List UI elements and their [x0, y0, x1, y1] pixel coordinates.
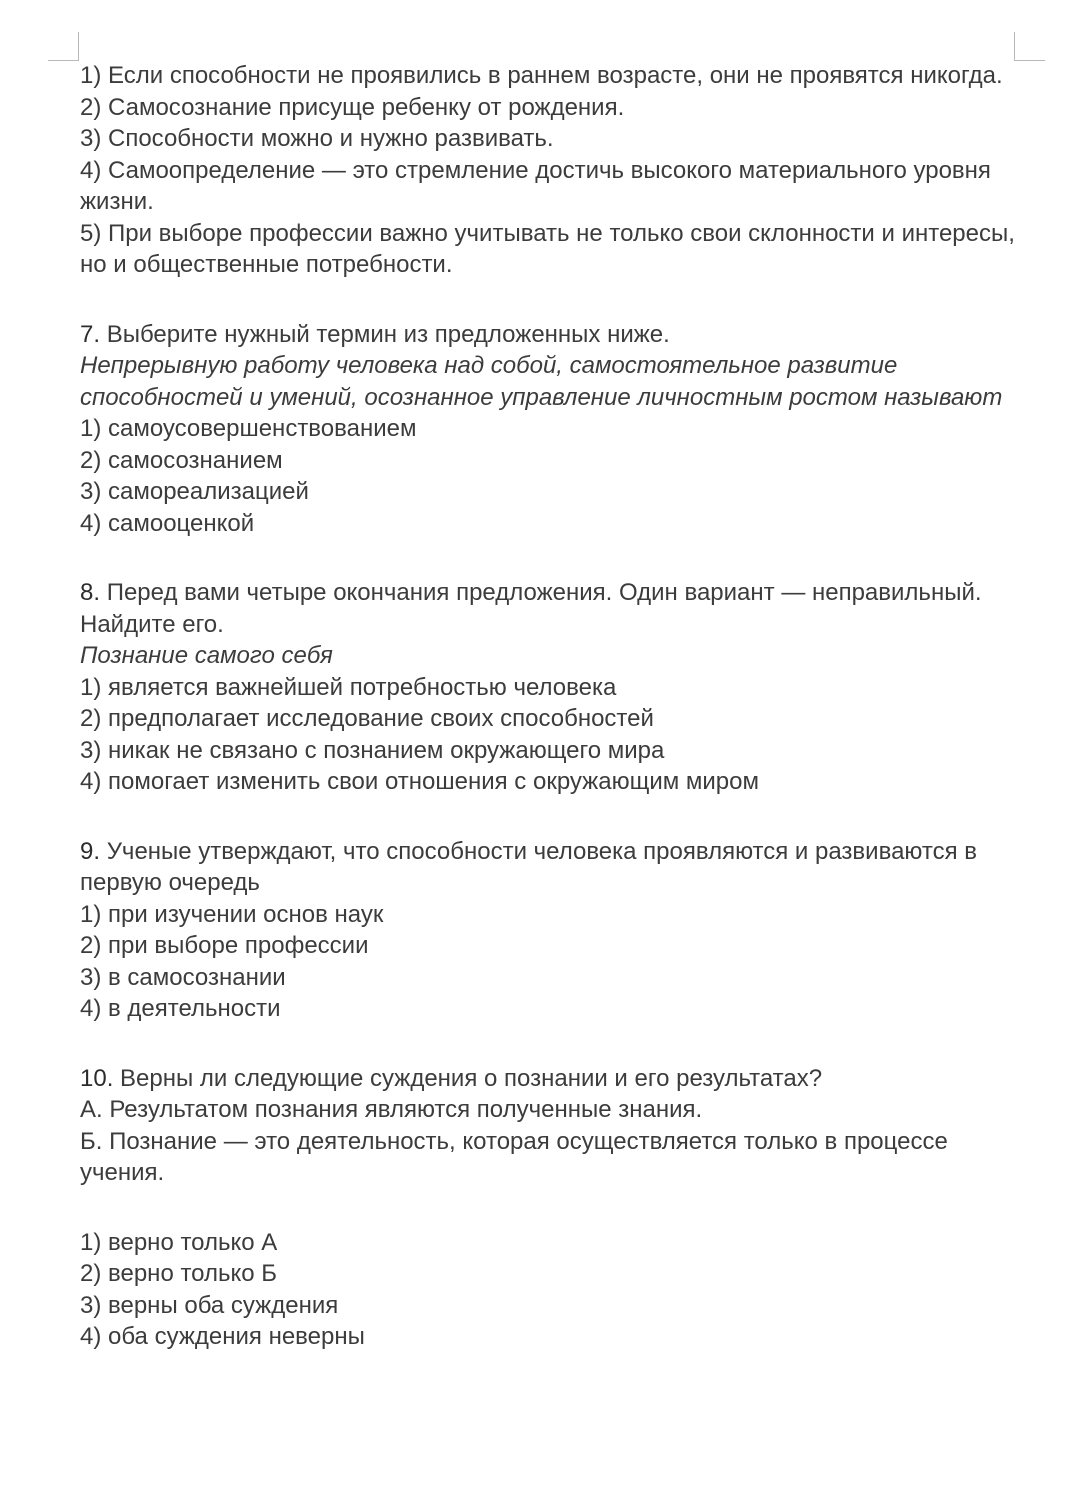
- statement-a: А. Результатом познания являются полученные знания.: [80, 1096, 703, 1123]
- page-corner-mark-top-left: [48, 32, 79, 61]
- option-1: 1) при изучении основ наук: [80, 900, 384, 928]
- question-8: [80, 577, 1020, 798]
- option-2: 2) Самосознание присуще ребенку от рождения.: [80, 93, 625, 121]
- option-1: 1) верно только А: [80, 1228, 278, 1256]
- question-8-italic-text: Познание самого себя: [80, 642, 333, 669]
- question-text: Ученые утверждают, что способности человека проявляются и развиваются в первую очередь: [80, 837, 978, 896]
- previous-question-options: [80, 60, 1020, 281]
- option-5: 5) При выборе профессии важно учитывать не только свои склонности и интересы, но и общественные потребности.: [80, 219, 1015, 278]
- question-10: [80, 1063, 1020, 1353]
- option-2: 2) предполагает исследование своих способностей: [80, 705, 654, 732]
- question-text: Выберите нужный термин из предложенных ниже.: [106, 320, 670, 348]
- option-2: 2) при выборе профессии: [80, 932, 369, 959]
- option-1: 1) является важнейшей потребностью человека: [80, 673, 617, 701]
- question-7: [80, 319, 1020, 540]
- question-9-prompt: [80, 836, 1020, 899]
- option-3: 3) самореализацией: [80, 478, 309, 505]
- question-number: 9.: [80, 837, 101, 865]
- question-8-prompt: [80, 577, 1020, 640]
- option-4: 4) в деятельности: [80, 995, 281, 1022]
- option-4: 4) самооценкой: [80, 509, 255, 537]
- question-10-prompt: [80, 1063, 1020, 1095]
- question-number: 10.: [80, 1064, 114, 1092]
- option-1: 1) самоусовершенствованием: [80, 415, 417, 442]
- question-7-italic-text: Непрерывную работу человека над собой, самостоятельное развитие способностей и умений, осознанное управление личностным ростом называют: [80, 352, 1003, 411]
- statement-b: Б. Познание — это деятельность, которая осуществляется только в процессе учения.: [80, 1127, 948, 1186]
- option-4: 4) Самоопределение — это стремление достичь высокого материального уровня жизни.: [80, 156, 991, 215]
- option-1: 1) Если способности не проявились в раннем возрасте, они не проявятся никогда.: [80, 62, 1003, 89]
- option-3: 3) в самосознании: [80, 963, 286, 991]
- page-corner-mark-top-right: [1014, 32, 1045, 61]
- question-text: Верны ли следующие суждения о познании и его результатах?: [120, 1064, 823, 1092]
- option-3: 3) никак не связано с познанием окружающего мира: [80, 736, 665, 764]
- question-text: Перед вами четыре окончания предложения. Один вариант — неправильный. Найдите его.: [80, 579, 982, 638]
- option-2: 2) самосознанием: [80, 446, 283, 474]
- question-9: [80, 836, 1020, 1025]
- question-7-prompt: [80, 319, 1020, 351]
- question-number: 8.: [80, 579, 101, 606]
- question-number: 7.: [80, 320, 101, 348]
- option-4: 4) помогает изменить свои отношения с окружающим миром: [80, 768, 759, 795]
- option-3: 3) Способности можно и нужно развивать.: [80, 125, 554, 152]
- option-2: 2) верно только Б: [80, 1260, 278, 1287]
- document-page: [80, 60, 1020, 1353]
- option-4: 4) оба суждения неверны: [80, 1323, 365, 1350]
- option-3: 3) верны оба суждения: [80, 1291, 339, 1319]
